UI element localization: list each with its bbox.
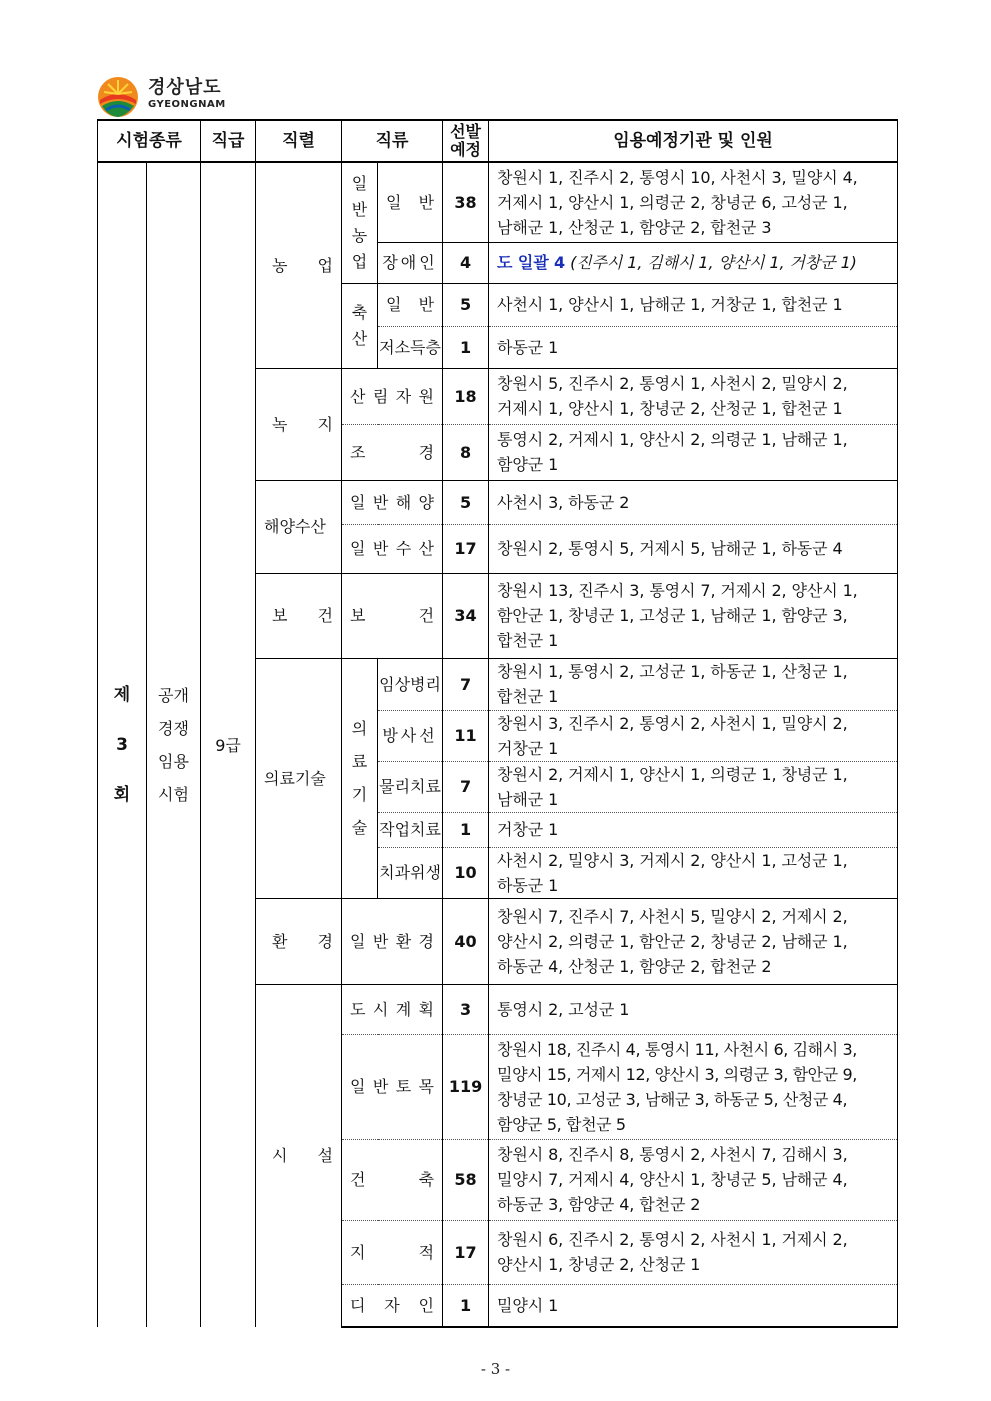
subseries-cell: 장애인 <box>378 242 443 283</box>
count-cell: 18 <box>443 368 489 424</box>
logo-name-en: GYEONGNAM <box>148 99 226 110</box>
subseries-cell: 일 반 수 산 <box>342 524 443 573</box>
subseries-cell: 보 건 <box>342 573 443 658</box>
count-cell: 119 <box>443 1034 489 1139</box>
org-cell: 밀양시 1 <box>489 1284 898 1327</box>
count-cell: 38 <box>443 162 489 242</box>
org-cell: 창원시 6, 진주시 2, 통영시 2, 사천시 1, 거제시 2, 양산시 1, 창녕군 2, 산청군 1 <box>489 1220 898 1284</box>
series-agri: 농 업 <box>256 162 342 368</box>
count-cell: 7 <box>443 761 489 812</box>
subseries-cell: 일 반 해 양 <box>342 480 443 524</box>
exam-grade: 9급 <box>201 162 256 1327</box>
org-cell: 창원시 1, 통영시 2, 고성군 1, 하동군 1, 산청군 1, 합천군 1 <box>489 658 898 710</box>
count-cell: 1 <box>443 812 489 847</box>
org-cell: 창원시 7, 진주시 7, 사천시 5, 밀양시 2, 거제시 2, 양산시 2, 의령군 1, 함안군 2, 창녕군 2, 남해군 1, 하동군 4, 산청군 1, 함양군 2, 합천군 2 <box>489 898 898 984</box>
org-cell: 창원시 2, 거제시 1, 양산시 1, 의령군 1, 창녕군 1, 남해군 1 <box>489 761 898 812</box>
header-grade: 직급 <box>201 120 256 162</box>
count-cell: 3 <box>443 984 489 1034</box>
page-number: - 3 - <box>480 1360 511 1378</box>
subseries-cell: 저소득층 <box>378 326 443 368</box>
subseries-cell: 건 축 <box>342 1139 443 1220</box>
header-org: 임용예정기관 및 인원 <box>489 120 898 162</box>
count-cell: 17 <box>443 1220 489 1284</box>
subseries-cell: 도 시 계 획 <box>342 984 443 1034</box>
subseries-cell: 일 반 <box>378 283 443 326</box>
series-medtech: 의료기술 <box>256 658 342 898</box>
subseries-cell: 물리치료 <box>378 761 443 812</box>
subseries-cell: 방사선 <box>378 710 443 761</box>
header-subseries: 직류 <box>342 120 443 162</box>
subseries-cell: 일 반 환 경 <box>342 898 443 984</box>
header-row <box>98 120 898 162</box>
series-env: 환 경 <box>256 898 342 984</box>
series-green: 녹 지 <box>256 368 342 480</box>
count-cell: 34 <box>443 573 489 658</box>
logo-text <box>148 78 226 111</box>
count-cell: 5 <box>443 480 489 524</box>
logo-name-ko: 경상남도 <box>148 77 222 98</box>
subseries-cell: 치과위생 <box>378 847 443 898</box>
series-health: 보 건 <box>256 573 342 658</box>
subseries-cell: 일 반 토 목 <box>342 1034 443 1139</box>
subseries-cell: 일 반 <box>378 162 443 242</box>
org-cell: 창원시 2, 통영시 5, 거제시 5, 남해군 1, 하동군 4 <box>489 524 898 573</box>
header-count <box>443 120 489 162</box>
org-cell: 창원시 5, 진주시 2, 통영시 1, 사천시 2, 밀양시 2, 거제시 1, 양산시 1, 창녕군 2, 산청군 1, 합천군 1 <box>489 368 898 424</box>
table-row <box>98 162 898 242</box>
count-cell: 58 <box>443 1139 489 1220</box>
subseries-cell: 디 자 인 <box>342 1284 443 1327</box>
org-cell: 창원시 18, 진주시 4, 통영시 11, 사천시 6, 김해시 3, 밀양시 15, 거제시 12, 양산시 3, 의령군 3, 함안군 9, 창녕군 10, 고성군 3, 남해군 3, 하동군 5, 산청군 4, 함양군 5, 합천군 5 <box>489 1034 898 1139</box>
subseries-cell: 임상병리 <box>378 658 443 710</box>
subseries-cell: 조 경 <box>342 424 443 480</box>
header-count-line1: 선발 <box>450 122 481 141</box>
agri-group-general: 일 반 농 업 <box>342 162 378 283</box>
count-cell: 1 <box>443 326 489 368</box>
org-cell: 사천시 1, 양산시 1, 남해군 1, 거창군 1, 합천군 1 <box>489 283 898 326</box>
medtech-group: 의 료 기 술 <box>342 658 378 898</box>
header-count-line2: 예정 <box>450 140 481 159</box>
count-cell: 4 <box>443 242 489 283</box>
org-cell: 하동군 1 <box>489 326 898 368</box>
series-facility: 시 설 <box>256 984 342 1327</box>
exam-mode: 공개 경쟁 임용 시험 <box>147 162 201 1327</box>
recruitment-table <box>97 119 898 1328</box>
org-cell: 통영시 2, 거제시 1, 양산시 2, 의령군 1, 남해군 1, 함양군 1 <box>489 424 898 480</box>
subseries-cell: 작업치료 <box>378 812 443 847</box>
org-cell: 창원시 8, 진주시 8, 통영시 2, 사천시 7, 김해시 3, 밀양시 7, 거제시 4, 양산시 1, 창녕군 5, 남해군 4, 하동군 3, 함양군 4, 합천군 2 <box>489 1139 898 1220</box>
count-cell: 11 <box>443 710 489 761</box>
count-cell: 5 <box>443 283 489 326</box>
subseries-cell: 산 림 자 원 <box>342 368 443 424</box>
org-cell: 도 일괄 4 (진주시 1, 김해시 1, 양산시 1, 거창군 1) <box>489 242 898 283</box>
count-cell: 7 <box>443 658 489 710</box>
series-marine: 해양수산 <box>256 480 342 573</box>
org-cell: 거창군 1 <box>489 812 898 847</box>
agri-group-livestock: 축 산 <box>342 283 378 368</box>
count-cell: 17 <box>443 524 489 573</box>
org-cell: 창원시 1, 진주시 2, 통영시 10, 사천시 3, 밀양시 4, 거제시 1, 양산시 1, 의령군 2, 창녕군 6, 고성군 1, 남해군 1, 산청군 1, 함양군 2, 합천군 3 <box>489 162 898 242</box>
count-cell: 10 <box>443 847 489 898</box>
org-cell: 창원시 13, 진주시 3, 통영시 7, 거제시 2, 양산시 1, 함안군 1, 창녕군 1, 고성군 1, 남해군 1, 함양군 3, 합천군 1 <box>489 573 898 658</box>
subseries-cell: 지 적 <box>342 1220 443 1284</box>
count-cell: 1 <box>443 1284 489 1327</box>
count-cell: 40 <box>443 898 489 984</box>
org-cell: 창원시 3, 진주시 2, 통영시 2, 사천시 1, 밀양시 2, 거창군 1 <box>489 710 898 761</box>
exam-ordinal: 제 3 회 <box>98 162 147 1327</box>
org-cell: 사천시 3, 하동군 2 <box>489 480 898 524</box>
org-cell: 사천시 2, 밀양시 3, 거제시 2, 양산시 1, 고성군 1, 하동군 1 <box>489 847 898 898</box>
header-series: 직렬 <box>256 120 342 162</box>
header-exam: 시험종류 <box>98 120 201 162</box>
org-cell: 통영시 2, 고성군 1 <box>489 984 898 1034</box>
count-cell: 8 <box>443 424 489 480</box>
